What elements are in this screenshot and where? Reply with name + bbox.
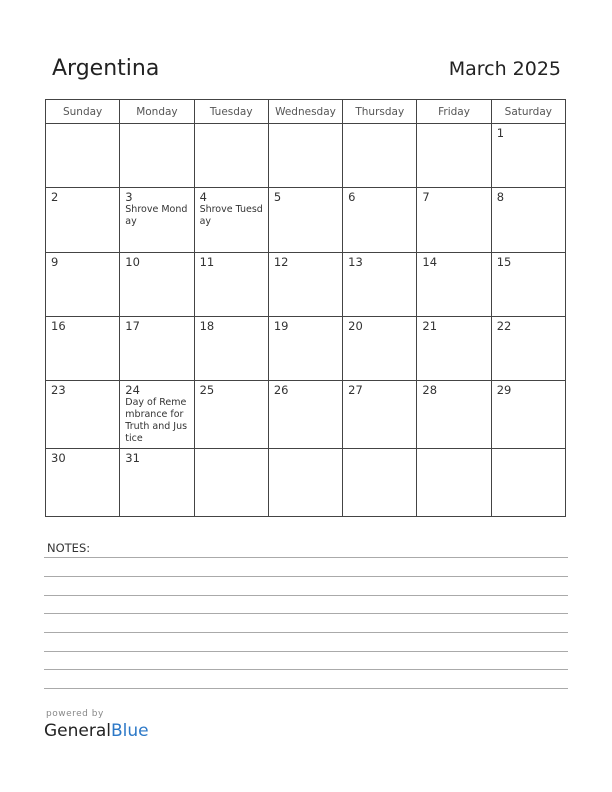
weekday-header: Saturday: [491, 100, 565, 124]
calendar-day-cell: [120, 316, 194, 380]
holiday-label: Shrove Monday: [125, 204, 188, 228]
day-number: 24: [125, 383, 140, 398]
powered-by-text: powered by: [46, 709, 104, 719]
day-number: 17: [125, 318, 140, 333]
day-number: 27: [348, 383, 363, 398]
day-number: 8: [496, 190, 505, 205]
day-number: 30: [51, 450, 66, 465]
calendar-country-title: Argentina: [52, 56, 160, 81]
notes-line: [44, 669, 568, 670]
calendar-day-cell: [194, 124, 268, 188]
holiday-label: Shrove Tuesday: [199, 204, 263, 228]
day-number: 18: [199, 318, 215, 333]
day-number: 13: [348, 254, 363, 269]
calendar-week-row: [46, 188, 566, 252]
calendar-day-cell: [268, 252, 342, 316]
calendar-day-cell: [120, 188, 194, 252]
notes-line: [44, 613, 568, 614]
calendar-day-cell: [268, 381, 342, 448]
calendar-day-cell: [343, 448, 417, 516]
calendar-body: [46, 124, 566, 517]
weekday-header: Wednesday: [268, 100, 342, 124]
day-number: 10: [125, 254, 140, 269]
weekday-header-row: [46, 100, 566, 124]
day-number: 11: [199, 254, 215, 269]
day-number: 3: [125, 190, 133, 205]
day-number: 25: [199, 383, 215, 398]
day-number: 16: [51, 318, 66, 333]
calendar-day-cell: [120, 448, 194, 516]
day-number: 28: [422, 383, 438, 398]
notes-label: NOTES:: [47, 541, 91, 555]
day-number: 20: [348, 318, 363, 333]
generalblue-logo[interactable]: [44, 721, 149, 741]
calendar-day-cell: [491, 252, 565, 316]
day-number: 19: [273, 318, 289, 333]
calendar-day-cell: [417, 316, 491, 380]
calendar-day-cell: [194, 252, 268, 316]
weekday-header: Tuesday: [194, 100, 268, 124]
calendar-day-cell: [194, 316, 268, 380]
calendar-day-cell: [343, 188, 417, 252]
day-number: 7: [422, 190, 430, 205]
notes-line: [44, 557, 568, 558]
day-number: 31: [125, 450, 140, 465]
calendar-week-row: [46, 124, 566, 188]
day-number: 6: [348, 190, 356, 205]
notes-line: [44, 651, 568, 652]
calendar-month-title: March 2025: [448, 58, 561, 80]
brand-blue: Blue: [111, 721, 149, 741]
day-number: 14: [422, 254, 438, 269]
calendar-week-row: [46, 381, 566, 448]
calendar-week-row: [46, 252, 566, 316]
brand-general: General: [44, 721, 111, 741]
day-number: 1: [496, 126, 505, 140]
calendar-day-cell: [120, 124, 194, 188]
calendar-day-cell: [417, 124, 491, 188]
calendar-day-cell: [46, 252, 120, 316]
calendar-day-cell: [491, 188, 565, 252]
day-number: 12: [273, 254, 289, 269]
calendar-day-cell: [417, 448, 491, 516]
calendar-week-row: [46, 448, 566, 516]
calendar-day-cell: [194, 188, 268, 252]
day-number: 21: [422, 318, 438, 333]
notes-line: [44, 632, 568, 633]
notes-line: [44, 576, 568, 577]
calendar-day-cell: [194, 448, 268, 516]
calendar-day-cell: [268, 124, 342, 188]
calendar-day-cell: [491, 124, 565, 188]
notes-line: [44, 595, 568, 596]
calendar-day-cell: [46, 448, 120, 516]
weekday-header: Sunday: [46, 100, 120, 124]
day-number: 15: [496, 254, 512, 269]
calendar-day-cell: [46, 124, 120, 188]
calendar-day-cell: [491, 316, 565, 380]
day-number: 26: [273, 383, 289, 398]
notes-line: [44, 688, 568, 689]
day-number: 9: [51, 254, 59, 269]
day-number: 22: [496, 318, 512, 333]
weekday-header: Thursday: [343, 100, 417, 124]
calendar-day-cell: [343, 252, 417, 316]
calendar-day-cell: [417, 188, 491, 252]
calendar-day-cell: [46, 381, 120, 448]
calendar-day-cell: [46, 316, 120, 380]
calendar-day-cell: [120, 381, 194, 448]
day-number: 23: [51, 383, 66, 398]
calendar-day-cell: [268, 188, 342, 252]
calendar-day-cell: [343, 381, 417, 448]
calendar-day-cell: [417, 252, 491, 316]
calendar-day-cell: [343, 124, 417, 188]
calendar-day-cell: [268, 448, 342, 516]
day-number: 2: [51, 190, 59, 205]
day-number: 29: [496, 383, 512, 398]
calendar-day-cell: [268, 316, 342, 380]
day-number: 4: [199, 190, 207, 205]
calendar-day-cell: [491, 448, 565, 516]
calendar-day-cell: [194, 381, 268, 448]
calendar-day-cell: [343, 316, 417, 380]
calendar-day-cell: [491, 381, 565, 448]
calendar-day-cell: [120, 252, 194, 316]
holiday-label: Day of Remembrance for Truth and Justice: [125, 397, 188, 445]
calendar-day-cell: [417, 381, 491, 448]
calendar-week-row: [46, 316, 566, 380]
weekday-header: Monday: [120, 100, 194, 124]
day-number: 5: [273, 190, 282, 205]
calendar-day-cell: [46, 188, 120, 252]
calendar-grid: [45, 99, 566, 517]
weekday-header: Friday: [417, 100, 491, 124]
